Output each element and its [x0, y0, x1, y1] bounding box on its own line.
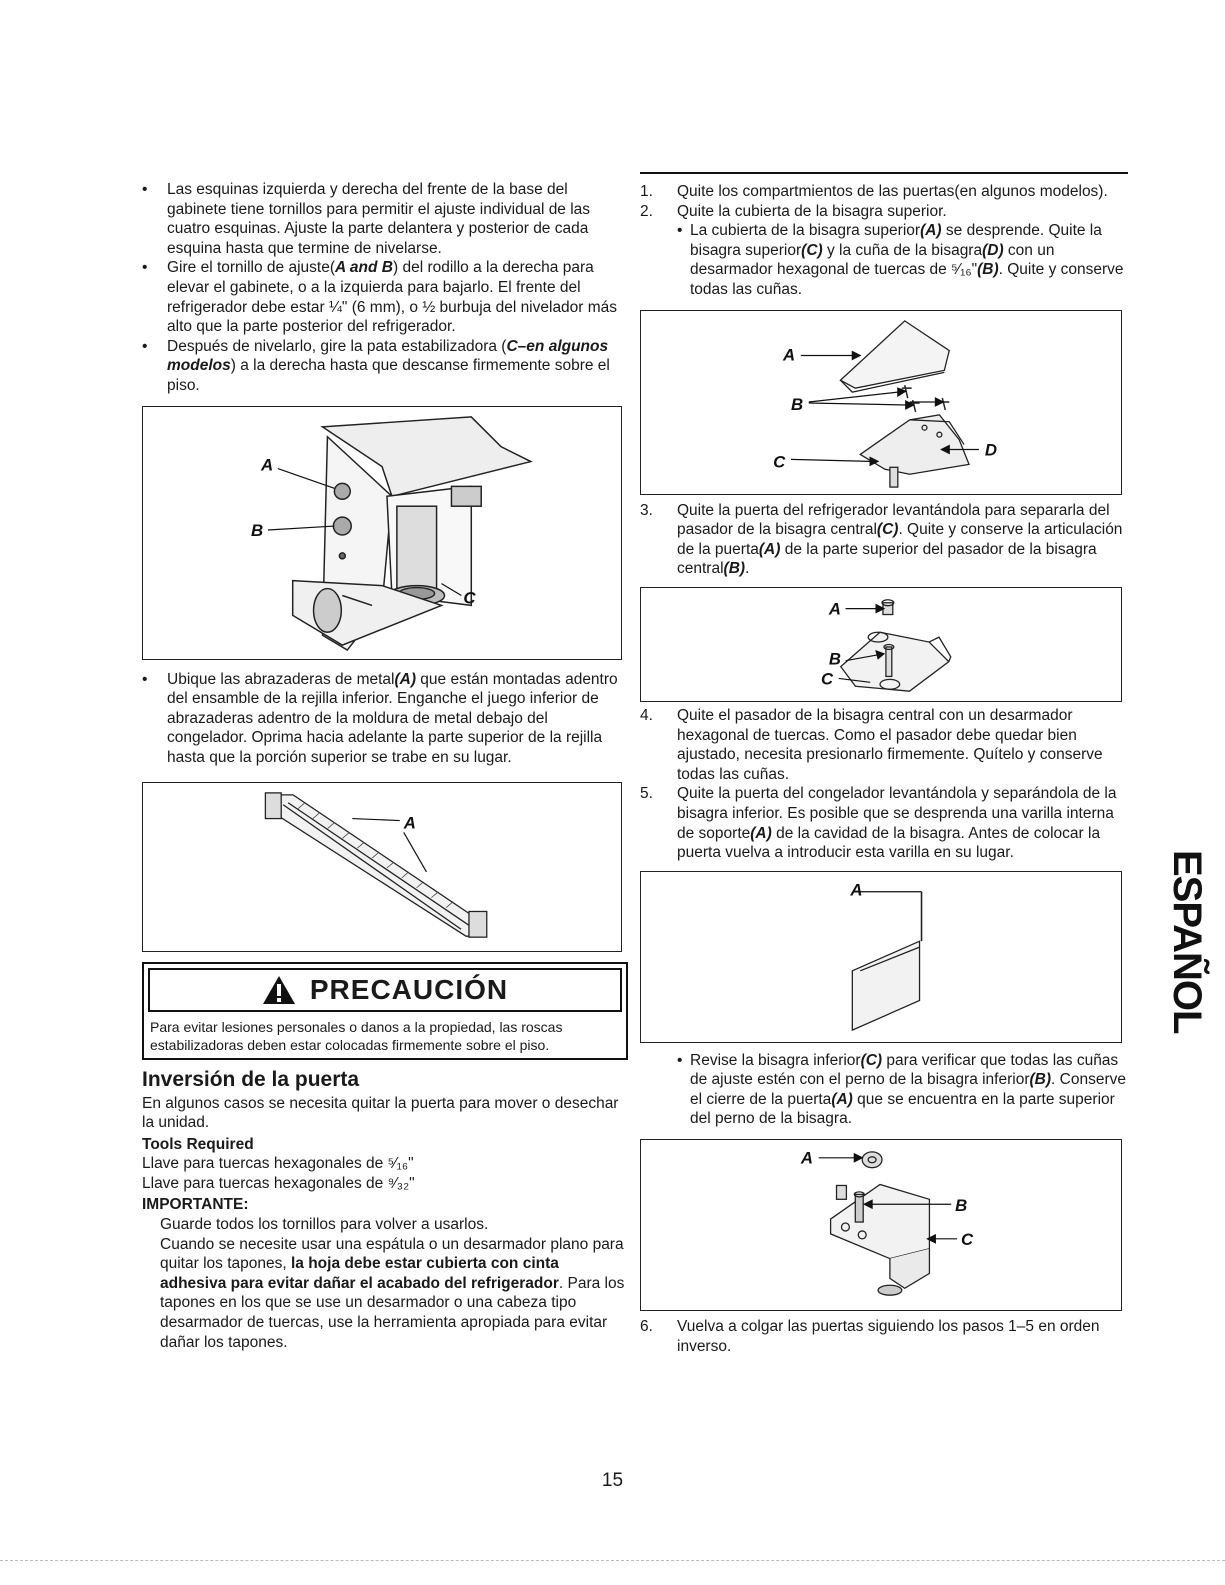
language-side-tab — [1132, 840, 1209, 1034]
fig4-label-a: A — [828, 599, 841, 619]
bottom-rule — [0, 1560, 1225, 1561]
caution-box — [142, 962, 628, 1060]
step-3: 3. Quite la puerta del refrigerador levantándola para separarla del pasador de la bisagra central(C). Quite y conserve la articulación de la puerta(A) de la parte superior del pasador de la bisagra central(B). — [640, 501, 1123, 578]
left-column — [142, 180, 628, 1352]
important-heading: IMPORTANTE: — [142, 1196, 249, 1214]
fig1-label-a: A — [260, 455, 274, 475]
fig4-label-b: B — [828, 649, 841, 669]
leveling-bullets — [142, 180, 628, 396]
roller-illustration — [143, 407, 621, 659]
step-6: 6. Vuelva a colgar las puertas siguiendo los pasos 1–5 en orden inverso. — [640, 1318, 1100, 1355]
language-tab-text: ESPAÑOL — [1165, 850, 1209, 1034]
fig6-label-b: B — [955, 1196, 968, 1216]
step-5-sub: • Revise la bisagra inferior(C) para verificar que todas las cuñas de ajuste estén con el perno de la bisagra inferior(B). Conserve el cierre de la puerta(A) que se encuentra en la parte superior del perno de la bisagra. — [677, 1051, 1128, 1129]
caution-text: Para evitar lesiones personales o danos a la propiedad, las roscas estabilizadoras deben estar colocadas firmemente sobre el piso. — [150, 1018, 563, 1053]
step-2: 2. Quite la cubierta de la bisagra superior. • La cubierta de la bisagra superior(A) se desprende. Quite la bisagra superior(C) y la cuña de la bisagra(D) con un desarmador hexagonal de tuercas de ⁵⁄₁₆"(B). Quite y conserve todas las cuñas. — [640, 202, 1128, 300]
steps-list-a — [640, 182, 1128, 300]
step-1: 1. Quite los compartmientos de las puertas(en algunos modelos). — [640, 183, 1108, 200]
caution-header — [148, 968, 622, 1012]
figure-center-hinge — [640, 587, 1122, 702]
figure-leveling-roller — [142, 406, 622, 660]
steps-list-c — [640, 706, 1128, 863]
fig2-label-a: A — [403, 812, 416, 832]
bullet-adjust-screw: • Gire el tornillo de ajuste(A and B) del rodillo a la derecha para elevar el gabinete, o a la izquierda para bajarlo. El frente del refrigerador debe estar ¼" (6 mm), o ½ burbuja del nivelador más alto que la parte posterior del refrigerador. — [142, 258, 628, 336]
fig1-label-b: B — [251, 520, 264, 540]
fig3-label-a: A — [783, 345, 796, 365]
bullet-stabilizer: • Después de nivelarlo, gire la pata estabilizadora (C–en algunos modelos) a la derecha hasta que descanse firmemente sobre el piso. — [142, 337, 628, 396]
fig1-label-c: C — [463, 587, 476, 607]
warning-icon — [262, 975, 296, 1005]
page-number: 15 — [601, 1470, 624, 1491]
fig3-label-d: D — [984, 439, 998, 459]
center-hinge-illustration — [641, 588, 1121, 701]
fig4-label-c: C — [821, 669, 834, 689]
figure-top-hinge — [640, 310, 1122, 495]
tool-2: Llave para tuercas hexagonales de ⁹⁄₃₂" — [142, 1174, 415, 1192]
important-1: Guarde todos los tornillos para volver a usarlos. — [160, 1216, 489, 1234]
grille-bullets — [142, 670, 628, 768]
intro-text: En algunos casos se necesita quitar la puerta para mover o desechar la unidad. — [142, 1094, 619, 1132]
fig6-label-c: C — [961, 1229, 974, 1249]
right-column — [640, 182, 1128, 1356]
step-4: 4. Quite el pasador de la bisagra central con un desarmador hexagonal de tuercas. Como el pasador debe quedar bien ajustado, necesita presionarlo firmemente. Quítelo y conserve todas las cuñas. — [640, 706, 1103, 783]
support-rod-illustration — [641, 872, 1121, 1042]
fig6-label-a: A — [800, 1148, 814, 1168]
grille-illustration — [143, 783, 621, 951]
steps-list-b — [640, 501, 1128, 579]
fig3-label-c: C — [773, 451, 786, 471]
section-title: Inversión de la puerta — [142, 1067, 360, 1091]
figure-bottom-hinge — [640, 1139, 1122, 1311]
step-5: 5. Quite la puerta del congelador levantándola y separándola de la bisagra inferior. Es posible que se desprenda una varilla interna de soporte(A) de la cavidad de la bisagra. Antes de colocar la puerta vuelva a introducir esta varilla en su lugar. — [640, 785, 1117, 862]
figure-support-rod — [640, 871, 1122, 1043]
caution-title: PRECAUCIÓN — [309, 973, 509, 1005]
bullet-corners: • Las esquinas izquierda y derecha del frente de la base del gabinete tiene tornillos para permitir el ajuste individual de las cuatro esquinas. Ajuste la parte delantera y posterior de cada esquina hasta que termine de nivelarse. — [142, 180, 628, 258]
steps-list-d — [640, 1317, 1128, 1356]
tools-heading: Tools Required — [142, 1135, 254, 1153]
top-hinge-illustration — [641, 311, 1121, 494]
important-2: Cuando se necesite usar una espátula o un desarmador plano para quitar los tapones, la hoja debe estar cubierta con cinta adhesiva para evitar dañar el acabado del refrigerador. Para los tapones en los que se use un desarmador o una cabeza tipo desarmador de tuercas, use la herramienta apropiada para evitar dañar los tapones. — [160, 1235, 625, 1351]
step-2-sub: • La cubierta de la bisagra superior(A) se desprende. Quite la bisagra superior(C) y la cuña de la bisagra(D) con un desarmador hexagonal de tuercas de ⁵⁄₁₆"(B). Quite y conserve todas las cuñas. — [677, 221, 1128, 299]
tool-1: Llave para tuercas hexagonales de ⁵⁄₁₆" — [142, 1155, 414, 1173]
bullet-grille: • Ubique las abrazaderas de metal(A) que están montadas adentro del ensamble de la rejilla inferior. Enganche el juego inferior de abrazaderas adentro de la moldura de metal debajo del congelador. Oprima hacia adelante la parte superior de la rejilla hasta que la porción superior se trabe en su lugar. — [142, 670, 628, 768]
figure-grille-clips — [142, 782, 622, 952]
top-rule — [640, 172, 1128, 174]
bottom-hinge-illustration — [641, 1140, 1121, 1310]
fig3-label-b: B — [790, 394, 804, 414]
fig5-label-a: A — [850, 880, 863, 900]
